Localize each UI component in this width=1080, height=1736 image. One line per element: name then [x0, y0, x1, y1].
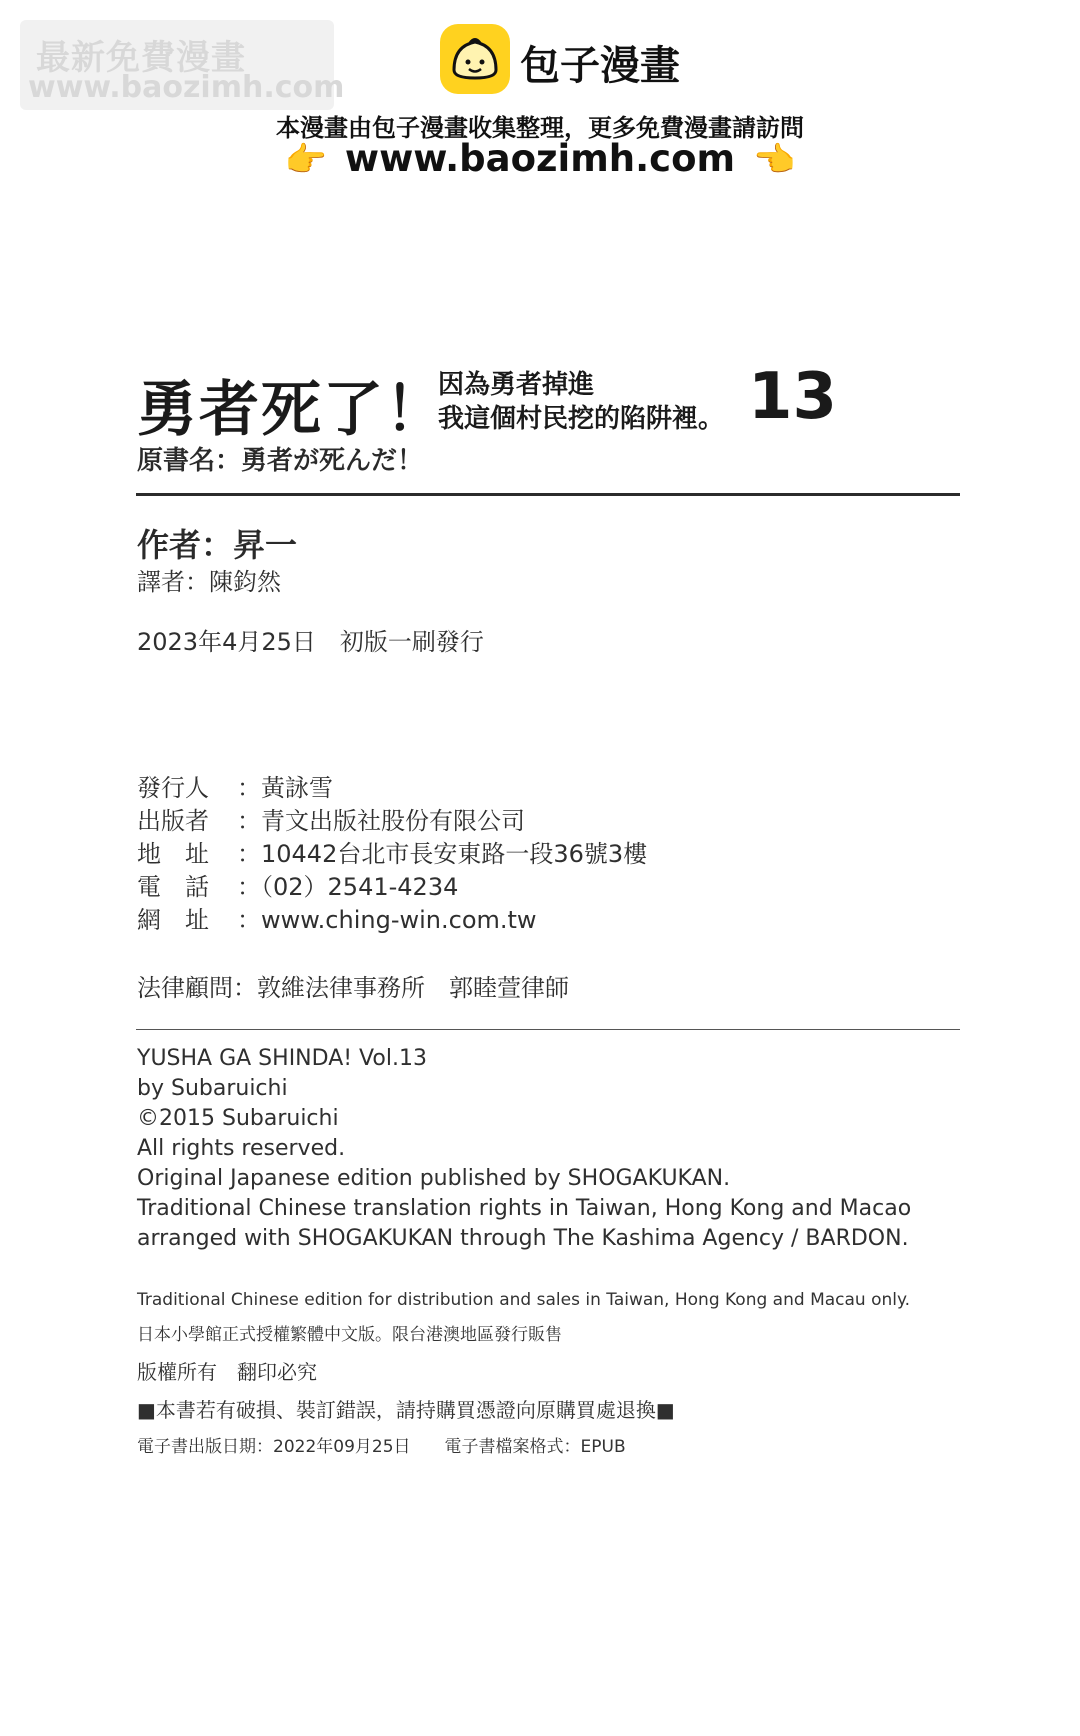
info-value: ：www.ching-win.com.tw [237, 906, 537, 934]
credit-line: Traditional Chinese translation rights in Taiwan, Hong Kong and Macao [137, 1196, 912, 1221]
credit-line: Original Japanese edition published by SHOGAKUKAN. [137, 1166, 731, 1191]
author: 作者：昇一 [137, 526, 298, 564]
info-row-address [137, 834, 647, 869]
info-label: 網 址 [137, 906, 209, 934]
brand-name: 包子漫畫 [520, 43, 680, 89]
pointing-left-hand-icon: 👈 [753, 140, 796, 180]
distribution-chinese: 日本小學館正式授權繁體中文版。限台港澳地區發行販售 [137, 1325, 562, 1345]
original-title: 原書名：勇者が死んだ！ [137, 446, 424, 476]
book-title: 勇者死了！ [137, 375, 447, 445]
info-row-publisher [137, 801, 525, 836]
info-value: ：（02）2541-4234 [237, 873, 459, 901]
book-subtitle-line2: 我這個村民挖的陷阱裡。 [438, 404, 725, 434]
credit-line: by Subaruichi [137, 1076, 288, 1101]
baozi-logo-icon [440, 24, 510, 94]
info-value: ：10442台北市長安東路一段36號3樓 [237, 840, 648, 868]
print-date: 2023年4月25日 初版一刷發行 [137, 628, 484, 656]
return-notice: ■本書若有破損、裝訂錯誤，請持購買憑證向原購買處退換■ [137, 1398, 675, 1422]
info-row-website [137, 900, 537, 935]
info-label: 電 話 [137, 873, 209, 901]
site-notice: 本漫畫由包子漫畫收集整理，更多免費漫畫請訪問 [276, 114, 804, 142]
info-label: 出版者 [137, 807, 209, 835]
credit-line: ©2015 Subaruichi [137, 1106, 339, 1131]
watermark-text: 最新免費漫畫 [36, 38, 246, 78]
info-row-publisher-person [137, 768, 333, 803]
credit-line: arranged with SHOGAKUKAN through The Kashima Agency / BARDON. [137, 1226, 909, 1251]
site-link[interactable] [0, 137, 1080, 180]
info-value: ：黃詠雪 [237, 774, 333, 802]
info-label: 發行人 [137, 774, 209, 802]
info-label: 地 址 [137, 840, 209, 868]
section-divider [136, 1029, 960, 1030]
credit-line: All rights reserved. [137, 1136, 346, 1161]
legal-advisor: 法律顧問：敦維法律事務所 郭睦萱律師 [137, 974, 569, 1002]
credit-line: YUSHA GA SHINDA! Vol.13 [137, 1046, 427, 1071]
volume-number: 13 [748, 360, 838, 434]
book-subtitle-line1: 因為勇者掉進 [438, 370, 595, 400]
ebook-info: 電子書出版日期：2022年09月25日 電子書檔案格式：EPUB [137, 1437, 626, 1457]
info-value: ：青文出版社股份有限公司 [237, 807, 525, 835]
info-row-phone [137, 867, 458, 902]
site-url[interactable]: www.baozimh.com [344, 137, 736, 180]
distribution-english: Traditional Chinese edition for distribution and sales in Taiwan, Hong Kong and Macau only. [137, 1290, 911, 1310]
pointing-right-hand-icon: 👉 [284, 140, 327, 180]
watermark-url: www.baozimh.com [28, 70, 345, 105]
copyright-notice: 版權所有 翻印必究 [137, 1360, 317, 1384]
title-divider [136, 493, 960, 496]
translator: 譯者：陳鈞然 [137, 568, 281, 596]
